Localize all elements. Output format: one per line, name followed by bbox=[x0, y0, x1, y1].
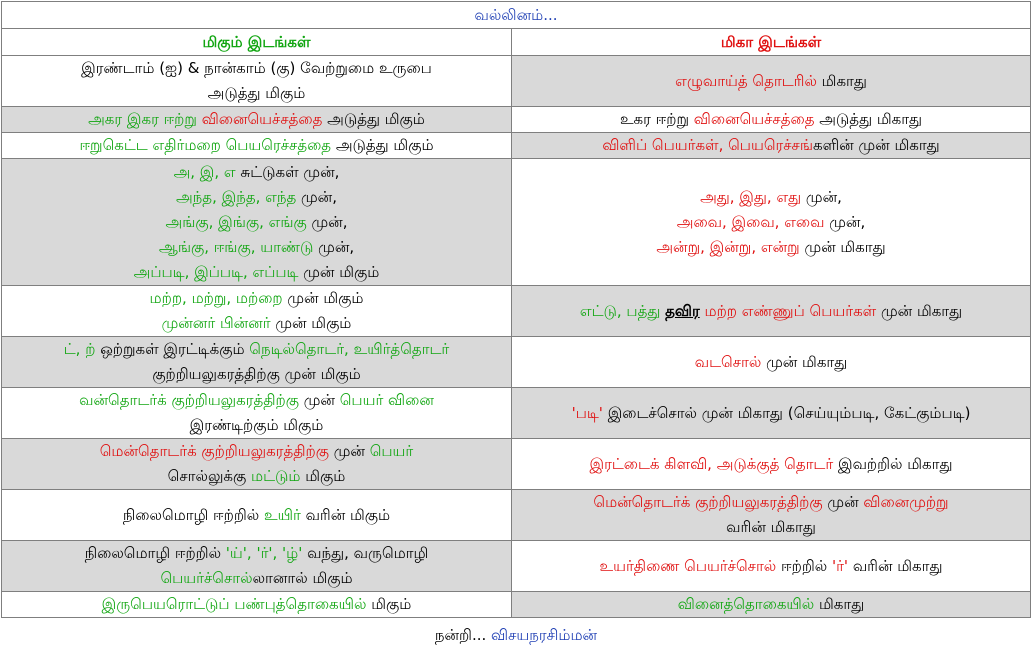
rule-text: களின் முன் மிகாது bbox=[813, 136, 940, 154]
rule-line bbox=[516, 401, 1026, 426]
rule-text: ஈற்றில் bbox=[776, 556, 832, 575]
rule-line bbox=[6, 566, 507, 591]
table-title: வல்லினம்... bbox=[474, 5, 558, 24]
rule-text: முன் மிகாது bbox=[799, 237, 886, 256]
rule-text: வினைத்தொகையில் bbox=[677, 595, 815, 613]
rule-text: மற்ற, மற்று, மற்றை bbox=[149, 289, 283, 307]
rule-left bbox=[2, 56, 512, 107]
rule-text: உயர்திணை பெயர்ச்சொல் bbox=[599, 556, 777, 575]
rule-text: இருபெயரொட்டுப் பண்புத்தொகையில் bbox=[101, 595, 367, 613]
rule-left bbox=[2, 439, 512, 490]
rule-text: வினைமுற்று bbox=[863, 493, 949, 511]
rule-text: உகர ஈற்று bbox=[619, 110, 694, 128]
table-title-cell bbox=[2, 2, 1031, 29]
rule-line bbox=[6, 337, 507, 362]
rule-right bbox=[512, 133, 1031, 159]
rule-left bbox=[2, 490, 512, 541]
rule-text: முன், bbox=[296, 187, 337, 206]
rule-text: மிகாது bbox=[816, 71, 867, 90]
rule-line bbox=[516, 554, 1026, 579]
rule-line bbox=[6, 439, 507, 464]
rule-line bbox=[6, 286, 507, 311]
rule-text: வரின் மிகாது bbox=[848, 556, 943, 575]
rule-left bbox=[2, 133, 512, 159]
rule-right bbox=[512, 337, 1031, 388]
rule-text: முன் மிகாது bbox=[876, 301, 963, 320]
rule-left bbox=[2, 337, 512, 388]
rule-right bbox=[512, 159, 1031, 286]
rule-text: அந்த, இந்த, எந்த bbox=[176, 187, 297, 206]
rule-text: அடுத்து மிகாது bbox=[814, 110, 923, 128]
rule-text: முன்னர் பின்னர் bbox=[161, 314, 271, 332]
header-left-cell bbox=[2, 29, 512, 56]
rule-text: பெயர்ச்சொல் bbox=[160, 569, 253, 587]
rule-text: ஒற்றுகள் இரட்டிக்கும் bbox=[100, 340, 250, 358]
rule-text: வினையெச்சத்தை bbox=[201, 110, 323, 128]
rule-left bbox=[2, 286, 512, 337]
rule-line bbox=[6, 362, 507, 387]
rule-line bbox=[6, 541, 507, 566]
footer-author: விசயநரசிம்மன் bbox=[491, 626, 598, 644]
rule-right bbox=[512, 592, 1031, 618]
header-left: மிகும் இடங்கள் bbox=[202, 32, 311, 51]
rule-line bbox=[516, 69, 1026, 94]
rule-text: மற்ற எண்ணுப் பெயர்கள் bbox=[699, 301, 877, 320]
rule-text: அ, இ, எ bbox=[173, 162, 236, 181]
rule-text: இரட்டைக் கிளவி, அடுக்குத் தொடர் bbox=[589, 454, 834, 473]
rule-line bbox=[6, 592, 507, 617]
rule-text: சுட்டுகள் முன், bbox=[235, 162, 340, 181]
rule-line bbox=[6, 413, 507, 438]
rule-line bbox=[6, 235, 507, 260]
rule-text: முன், bbox=[824, 212, 866, 231]
rule-text: பெயர் bbox=[369, 442, 414, 460]
rule-line bbox=[516, 452, 1026, 477]
rule-text: முன், bbox=[801, 187, 842, 206]
rule-text: அங்கு, இங்கு, எங்கு bbox=[165, 212, 307, 231]
rule-text: இரண்டிற்கும் மிகும் bbox=[189, 416, 324, 434]
rule-right bbox=[512, 56, 1031, 107]
rule-line bbox=[516, 299, 1026, 324]
rule-line bbox=[516, 490, 1026, 515]
rule-text: எழுவாய்த் தொடரில் bbox=[675, 71, 817, 90]
rule-text: முன் மிகும் bbox=[282, 289, 364, 307]
rule-text: அப்படி, இப்படி, எப்படி bbox=[133, 262, 299, 281]
footer-prefix: நன்றி... bbox=[434, 626, 492, 644]
rule-line bbox=[516, 350, 1026, 375]
rule-text: சொல்லுக்கு bbox=[167, 467, 251, 485]
rule-line bbox=[516, 515, 1026, 540]
rules-table bbox=[1, 1, 1031, 618]
rule-text: அடுத்து மிகும் bbox=[207, 84, 306, 102]
rule-text: 'ர்' bbox=[831, 556, 849, 575]
rule-text: அது, இது, எது bbox=[700, 187, 802, 206]
rule-text: 'படி' bbox=[571, 403, 603, 422]
rule-left bbox=[2, 541, 512, 592]
rule-line bbox=[6, 464, 507, 489]
rule-text: மிகும் bbox=[366, 595, 412, 613]
rule-text: ஆங்கு, ஈங்கு, யாண்டு bbox=[158, 237, 314, 256]
rule-text: நெடில்தொடர், உயிர்த்தொடர் bbox=[249, 340, 450, 358]
rule-line bbox=[6, 210, 507, 235]
rule-text: லானால் மிகும் bbox=[252, 569, 353, 587]
rule-text: இரண்டாம் (ஐ) & நான்காம் (கு) வேற்றுமை உருபை bbox=[81, 59, 432, 77]
rule-text: மிகும் bbox=[300, 467, 346, 485]
rule-line bbox=[516, 235, 1026, 260]
rule-line bbox=[516, 107, 1026, 132]
rule-text: மென்தொடர்க் குற்றியலுகரத்திற்கு bbox=[593, 493, 823, 511]
rule-left bbox=[2, 592, 512, 618]
rule-line bbox=[6, 503, 507, 528]
rule-text: வரின் மிகாது bbox=[726, 518, 816, 536]
rule-text: நிலைமொழி ஈற்றில் bbox=[84, 544, 226, 562]
rule-line bbox=[6, 107, 507, 132]
header-right-cell bbox=[512, 29, 1031, 56]
rule-text: மென்தொடர்க் குற்றியலுகரத்திற்கு bbox=[99, 442, 329, 460]
rule-right bbox=[512, 439, 1031, 490]
rule-text: நிலைமொழி ஈற்றில் bbox=[122, 505, 264, 524]
rule-line bbox=[6, 160, 507, 185]
rule-line bbox=[6, 388, 507, 413]
rule-text: வன்தொடர்க் குற்றியலுகரத்திற்கு bbox=[79, 391, 299, 409]
rule-text: அடுத்து மிகும் bbox=[322, 110, 425, 128]
rule-left bbox=[2, 159, 512, 286]
rule-text: குற்றியலுகரத்திற்கு முன் மிகும் bbox=[152, 365, 361, 383]
rule-text: அடுத்து மிகும் bbox=[331, 136, 434, 154]
rule-text: இடைச்சொல் முன் மிகாது (செய்யும்படி, கேட்கும்படி) bbox=[602, 403, 971, 422]
rule-text: வடசொல் bbox=[694, 352, 762, 371]
rule-text: முன் bbox=[299, 391, 340, 409]
rule-text: தவிர bbox=[665, 301, 700, 320]
rule-text: வினையெச்சத்தை bbox=[693, 110, 815, 128]
rule-right bbox=[512, 286, 1031, 337]
rule-right bbox=[512, 541, 1031, 592]
rule-line bbox=[6, 311, 507, 336]
rule-text: முன் மிகும் bbox=[270, 314, 352, 332]
rule-line bbox=[6, 185, 507, 210]
rule-left bbox=[2, 107, 512, 133]
rule-text: வந்து, வருமொழி bbox=[302, 544, 429, 562]
rule-line bbox=[6, 133, 507, 158]
rule-text: உயிர் bbox=[263, 505, 301, 524]
rule-text: அவை, இவை, எவை bbox=[676, 212, 825, 231]
rule-text: ஈறுகெட்ட எதிர்மறை பெயரெச்சத்தை bbox=[79, 136, 332, 154]
rule-text: முன் மிகாது bbox=[761, 352, 848, 371]
rule-text: மிகாது bbox=[814, 595, 865, 613]
rule-text: 'ய்', 'ர்', 'ழ்' bbox=[225, 544, 303, 562]
rule-text: அன்று, இன்று, என்று bbox=[656, 237, 800, 256]
rule-text: ட், ற் bbox=[63, 340, 101, 358]
rule-text: முன் bbox=[328, 442, 370, 460]
rule-left bbox=[2, 388, 512, 439]
rule-text: அகர இகர ஈற்று bbox=[88, 110, 202, 128]
rule-right bbox=[512, 107, 1031, 133]
rule-right bbox=[512, 388, 1031, 439]
rule-right bbox=[512, 490, 1031, 541]
header-right: மிகா இடங்கள் bbox=[720, 32, 822, 51]
rule-line bbox=[516, 185, 1026, 210]
rule-text: முன் bbox=[822, 493, 864, 511]
rule-text: முன், bbox=[313, 237, 355, 256]
rule-text: இவற்றில் மிகாது bbox=[833, 454, 953, 473]
rule-text: விளிப் பெயர்கள், பெயரெச்சங் bbox=[602, 136, 813, 154]
rule-line bbox=[6, 81, 507, 106]
rule-line bbox=[516, 133, 1026, 158]
rule-line bbox=[6, 56, 507, 81]
rule-text: முன், bbox=[306, 212, 348, 231]
rule-line bbox=[516, 592, 1026, 617]
rule-text: முன் மிகும் bbox=[298, 262, 380, 281]
rule-text: மட்டும் bbox=[251, 467, 301, 485]
footer-credit bbox=[0, 624, 1032, 646]
rule-text: எட்டு, பத்து bbox=[579, 301, 666, 320]
rule-line bbox=[516, 210, 1026, 235]
rule-text: வரின் மிகும் bbox=[300, 505, 391, 524]
rule-line bbox=[6, 260, 507, 285]
rule-text: பெயர் வினை bbox=[339, 391, 434, 409]
